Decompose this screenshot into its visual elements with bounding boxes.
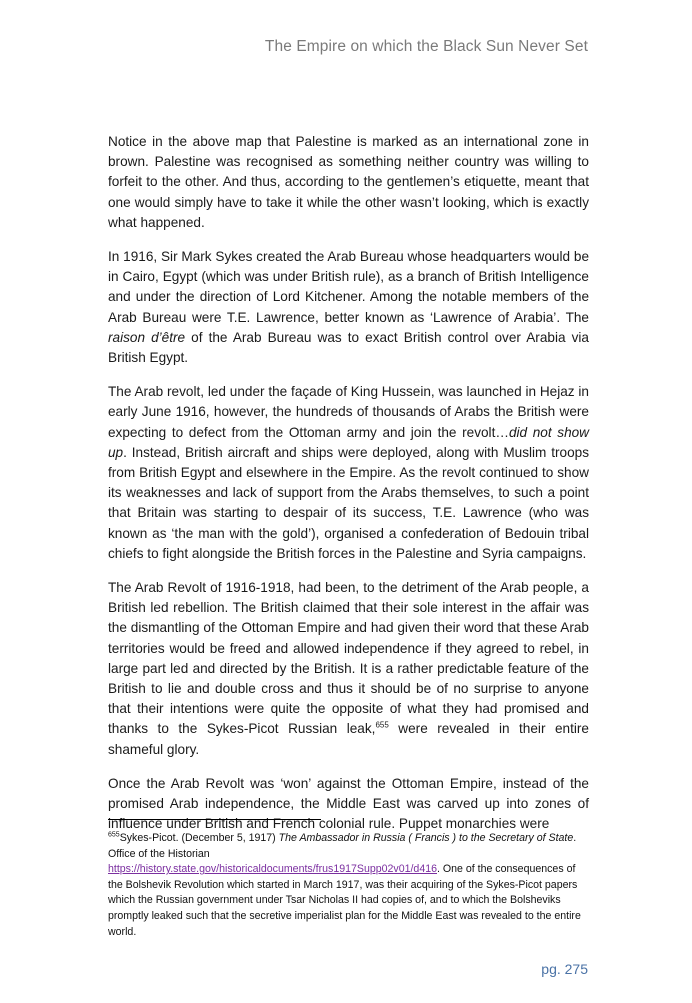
paragraph-text: of the Arab Bureau was to exact British control over Arabia via British Egypt. xyxy=(108,329,589,366)
paragraph-arab-revolt xyxy=(108,382,589,564)
footnote-divider xyxy=(108,819,321,820)
footnote-reference[interactable]: 655 xyxy=(375,720,389,730)
paragraph-arab-bureau xyxy=(108,247,589,368)
italic-phrase: did not show up xyxy=(108,424,590,460)
footnote xyxy=(108,831,593,940)
page-number: pg. 275 xyxy=(541,961,588,977)
footnote-text: . One of the consequences of the Bolshevik Revolution which started in March 1917, was their acquiring of the Sykes-Picot papers which the Russian government under Tsar Nicholas II had copies of, and to which the Bolsheviks promptly leaked such that the secretive imperialist plan for the Middle East was revealed to the entire world. xyxy=(108,863,581,938)
paragraph-text: The Arab revolt, led under the façade of King Hussein, was launched in Hejaz in early June 1916, however, the hundreds of thousands of Arabs the British were expecting to defect from the Ottoman army and join the revolt… xyxy=(108,384,589,440)
footnote-number: 655 xyxy=(108,831,120,839)
footnote-text: . Office of the Historian xyxy=(108,832,577,860)
paragraph-text: The Arab Revolt of 1916-1918, had been, to the detriment of the Arab people, a British led rebellion. The British claimed that their sole interest in the affair was the dismantling of the Ottoman Empire and had given their word that these Arab territories would be freed and allowed independence if they agreed to rebel, in large part led and directed by the British. It is a rather predictable feature of the British to lie and double cross and thus it should be of no surprise to anyone that their intentions were quite the opposite of what they had promised and thanks to the Sykes-Picot Russian leak, xyxy=(108,580,589,737)
footnote-text: Sykes-Picot. (December 5, 1917) xyxy=(119,832,279,844)
italic-phrase: raison d’être xyxy=(108,329,186,345)
body-text xyxy=(108,132,589,849)
footnote-link[interactable]: https://history.state.gov/historicaldocuments/frus1917Supp02v01/d416 xyxy=(108,863,437,876)
running-header: The Empire on which the Black Sun Never Set xyxy=(264,38,588,55)
paragraph-carved-up: Once the Arab Revolt was ‘won’ against the Ottoman Empire, instead of the promised Arab independence, the Middle East was carved up into zones of influence under British and French colonial rule. Puppet monarchies were xyxy=(108,775,589,832)
paragraph-british-rebellion xyxy=(108,578,589,760)
footnote-italic-title: The Ambassador in Russia ( Francis ) to the Secretary of State xyxy=(278,832,574,844)
paragraph-text: In 1916, Sir Mark Sykes created the Arab Bureau whose headquarters would be in Cairo, Egypt (which was under British rule), as a branch of British Intelligence and under the direction of Lord Kitchener. Among the notable members of the Arab Bureau were T.E. Lawrence, better known as ‘Lawrence of Arabia’. The xyxy=(108,249,589,325)
paragraph-text: . Instead, British aircraft and ships were deployed, along with Muslim troops from British Egypt and elsewhere in the Empire. As the revolt continued to show its weaknesses and lack of support from the Arabs themselves, to such a point that Britain was starting to despair of its success, T.E. Lawrence (who was known as ‘the man with the gold’), organised a confederation of Bedouin tribal chiefs to fight alongside the British forces in the Palestine and Syria campaigns. xyxy=(108,444,589,561)
paragraph-map-notice: Notice in the above map that Palestine is marked as an international zone in brown. Palestine was recognised as something neither country was willing to forfeit to the other. And thus, according to the gentlemen’s etiquette, meant that one would simply have to take it while the other wasn’t looking, which is exactly what happened. xyxy=(108,134,589,230)
paragraph-text: were revealed in their entire shameful glory. xyxy=(108,721,589,757)
